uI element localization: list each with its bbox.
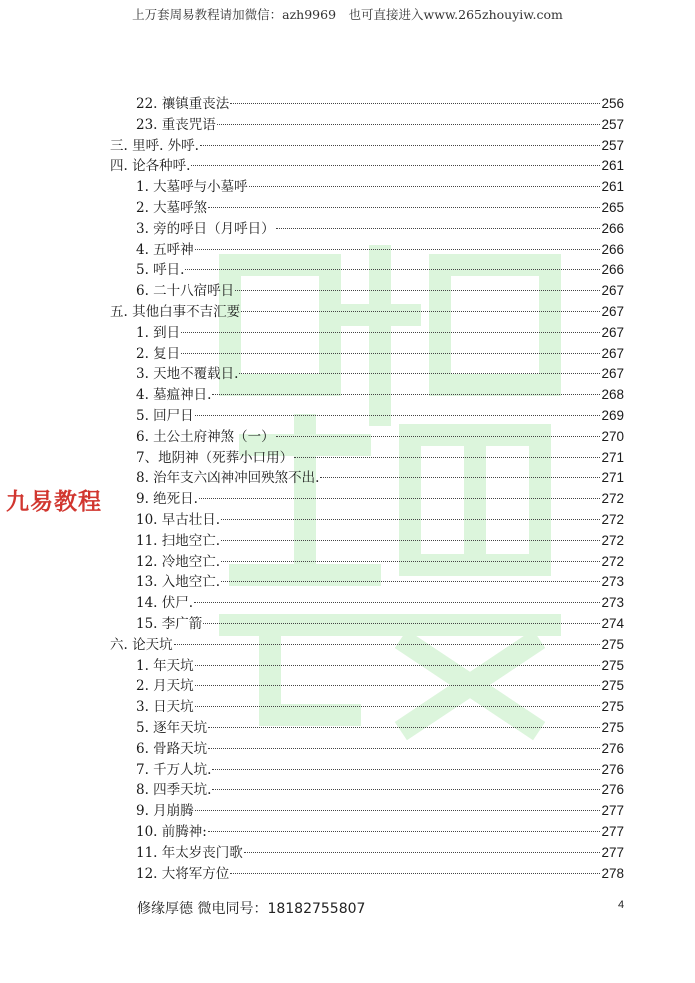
toc-entry-title: 23. 重丧咒语 [136,116,216,133]
toc-entry[interactable] [136,281,624,301]
toc-entry-page: 270 [601,428,624,444]
toc-entry[interactable] [136,219,624,239]
toc-entry-title: 4. 墓瘟神日. [136,387,212,404]
dot-leader [249,186,601,187]
toc-entry[interactable] [136,260,624,280]
toc-entry-title: 5. 逐年天坑 [136,720,208,736]
toc-entry-page: 275 [601,720,624,735]
toc-entry[interactable] [136,822,624,842]
dot-leader [195,665,601,666]
toc-entry-title: 9. 绝死日. [136,491,198,508]
toc-entry[interactable] [110,136,624,156]
dot-leader [195,249,601,250]
dot-leader [195,685,601,686]
toc-entry-page: 271 [601,470,624,486]
toc-entry-page: 273 [601,595,624,611]
toc-entry-page: 272 [601,553,624,569]
toc-entry[interactable] [136,676,624,696]
toc-entry[interactable] [136,385,624,405]
toc-entry-title: 11. 年太岁丧门歌 [136,844,243,861]
dot-leader [239,373,600,374]
toc-entry-title: 6. 土公土府神煞（一） [136,428,275,445]
toc-entry-page: 257 [601,116,624,132]
dot-leader [217,124,601,125]
toc-entry-page: 271 [601,449,624,465]
toc-entry-title: 2. 复日 [136,345,181,362]
dot-leader [195,706,601,707]
toc-entry-page: 267 [601,283,624,299]
toc-entry-page: 276 [601,740,624,756]
toc-entry-page: 266 [601,262,624,278]
toc-entry[interactable] [136,427,624,447]
dot-leader [221,519,600,520]
toc-entry-page: 261 [601,158,624,174]
toc-entry[interactable] [136,344,624,364]
dot-leader [230,103,600,104]
toc-entry[interactable] [136,406,624,426]
toc-entry[interactable] [136,468,624,488]
dot-leader [194,602,600,603]
toc-entry-title: 14. 伏尸. [136,595,194,612]
toc-entry[interactable] [136,510,624,530]
toc-entry-title: 11. 扫地空亡. [136,532,221,549]
toc-entry-title: 12. 冷地空亡. [136,553,221,570]
dot-leader [276,228,601,229]
toc-entry-page: 267 [601,366,624,382]
dot-leader [199,498,601,499]
toc-entry-page: 274 [601,616,624,631]
dot-leader [185,269,600,270]
dot-leader [230,873,600,874]
toc-entry[interactable] [136,864,624,884]
toc-entry[interactable] [136,593,624,613]
dot-leader [181,332,600,333]
toc-entry-page: 266 [601,220,624,236]
toc-entry-page: 268 [601,387,624,403]
toc-entry-page: 277 [601,803,624,819]
dot-leader [212,789,600,790]
toc-entry[interactable] [136,843,624,863]
dot-leader [244,852,601,853]
toc-entry-title: 10. 前腾神: [136,824,207,840]
toc-entry-page: 277 [601,824,624,839]
brand-logo-text: 九易教程 [6,489,102,515]
toc-entry-title: 四. 论各种呼. [110,158,191,175]
toc-entry-page: 275 [601,636,624,652]
page-number: 4 [618,899,625,911]
toc-entry-page: 266 [601,241,624,257]
toc-entry-title: 15. 李广箭 [136,616,203,632]
toc-entry[interactable] [136,94,624,114]
toc-entry-title: 六. 论天坑 [110,636,173,653]
dot-leader [276,436,601,437]
dot-leader [195,415,601,416]
toc-entry[interactable] [136,115,624,135]
dot-leader [221,581,600,582]
toc-entry-page: 273 [601,574,624,590]
toc-entry[interactable] [136,739,624,759]
dot-leader [294,457,600,458]
dot-leader [212,769,600,770]
toc-entry[interactable] [136,760,624,780]
toc-entry-page: 267 [601,345,624,361]
toc-entry-page: 267 [601,304,624,319]
toc-entry-title: 5. 呼日. [136,262,185,279]
toc-entry-title: 3. 天地不覆载日. [136,366,239,383]
toc-entry[interactable] [136,697,624,717]
toc-entry-title: 3. 旁的呼日（月呼日） [136,220,275,237]
toc-entry-page: 265 [601,200,624,215]
toc-entry[interactable] [136,177,624,197]
toc-entry-page: 272 [601,491,624,507]
dot-leader [181,353,600,354]
toc-entry[interactable] [136,656,624,676]
dot-leader [174,644,601,645]
toc-entry[interactable] [136,448,624,468]
toc-entry-page: 276 [601,761,624,777]
toc-entry-page: 256 [601,96,624,111]
toc-entry[interactable] [136,364,624,384]
toc-entry-title: 1. 大墓呼与小墓呼 [136,179,248,196]
toc-entry-title: 6. 骨路天坑 [136,740,208,757]
toc-entry-title: 7. 千万人坑. [136,761,212,778]
toc-entry-title: 22. 禳镇重丧法 [136,96,230,112]
footer-contact: 修缘厚德 微电同号：18182755807 [137,901,366,917]
toc-entry-title: 3. 日天坑 [136,699,194,716]
toc-entry[interactable] [136,323,624,343]
dot-leader [208,748,600,749]
toc-entry-title: 5. 回尸日 [136,408,194,424]
toc-entry-title: 2. 大墓呼煞 [136,200,208,216]
toc-entry[interactable] [136,240,624,260]
toc-entry-title: 12. 大将军方位 [136,865,230,882]
toc-entry-title: 三. 里呼. 外呼. [110,137,199,154]
toc-entry[interactable] [136,718,624,738]
toc-entry-title: 8. 四季天坑. [136,782,212,799]
toc-entry[interactable] [136,801,624,821]
toc-entry[interactable] [136,780,624,800]
dot-leader [195,810,601,811]
toc-entry-page: 276 [601,782,624,798]
toc-entry-title: 1. 到日 [136,324,181,341]
dot-leader [208,831,601,832]
toc-entry-page: 275 [601,699,624,715]
toc-entry[interactable] [110,156,624,176]
toc-entry-title: 8. 治年支六凶神冲回殃煞不出. [136,470,320,487]
dot-leader [208,727,600,728]
toc-entry-page: 257 [601,137,624,153]
dot-leader [235,290,600,291]
toc-entry-page: 275 [601,678,624,694]
toc-entry[interactable] [136,614,624,634]
dot-leader [221,561,600,562]
dot-leader [221,540,600,541]
toc-entry[interactable] [110,302,624,322]
toc-entry[interactable] [136,489,624,509]
toc-entry[interactable] [110,635,624,655]
toc-entry-title: 4. 五呼神 [136,241,194,258]
dot-leader [241,311,600,312]
toc-entry-title: 五. 其他白事不吉汇要 [110,304,241,320]
toc-entry-page: 272 [601,532,624,548]
toc-entry-title: 7、地阴神（死葬小口用） [136,449,294,466]
toc-entry-page: 267 [601,324,624,340]
toc-entry-title: 1. 年天坑 [136,657,194,674]
toc-entry[interactable] [136,552,624,572]
toc-entry[interactable] [136,531,624,551]
toc-entry-page: 275 [601,657,624,673]
toc-entry-page: 269 [601,408,624,423]
toc-entry[interactable] [136,572,624,592]
dot-leader [200,145,601,146]
toc-entry-title: 2. 月天坑 [136,678,194,695]
toc-entry-page: 277 [601,844,624,860]
dot-leader [208,207,600,208]
toc-entry-page: 272 [601,512,624,527]
dot-leader [191,165,600,166]
toc-entry-title: 6. 二十八宿呼日 [136,283,235,300]
toc-entry-title: 13. 入地空亡. [136,574,221,591]
page-header: 上万套周易教程请加微信：azh9969 也可直接进入www.265zhouyiw.com [132,7,563,22]
toc-entry-title: 10. 早古壮日. [136,512,221,528]
dot-leader [203,623,600,624]
dot-leader [320,477,600,478]
toc-entry-page: 278 [601,865,624,881]
toc-entry[interactable] [136,198,624,218]
dot-leader [212,394,600,395]
toc-entry-page: 261 [601,179,624,195]
toc-entry-title: 9. 月崩腾 [136,803,194,820]
